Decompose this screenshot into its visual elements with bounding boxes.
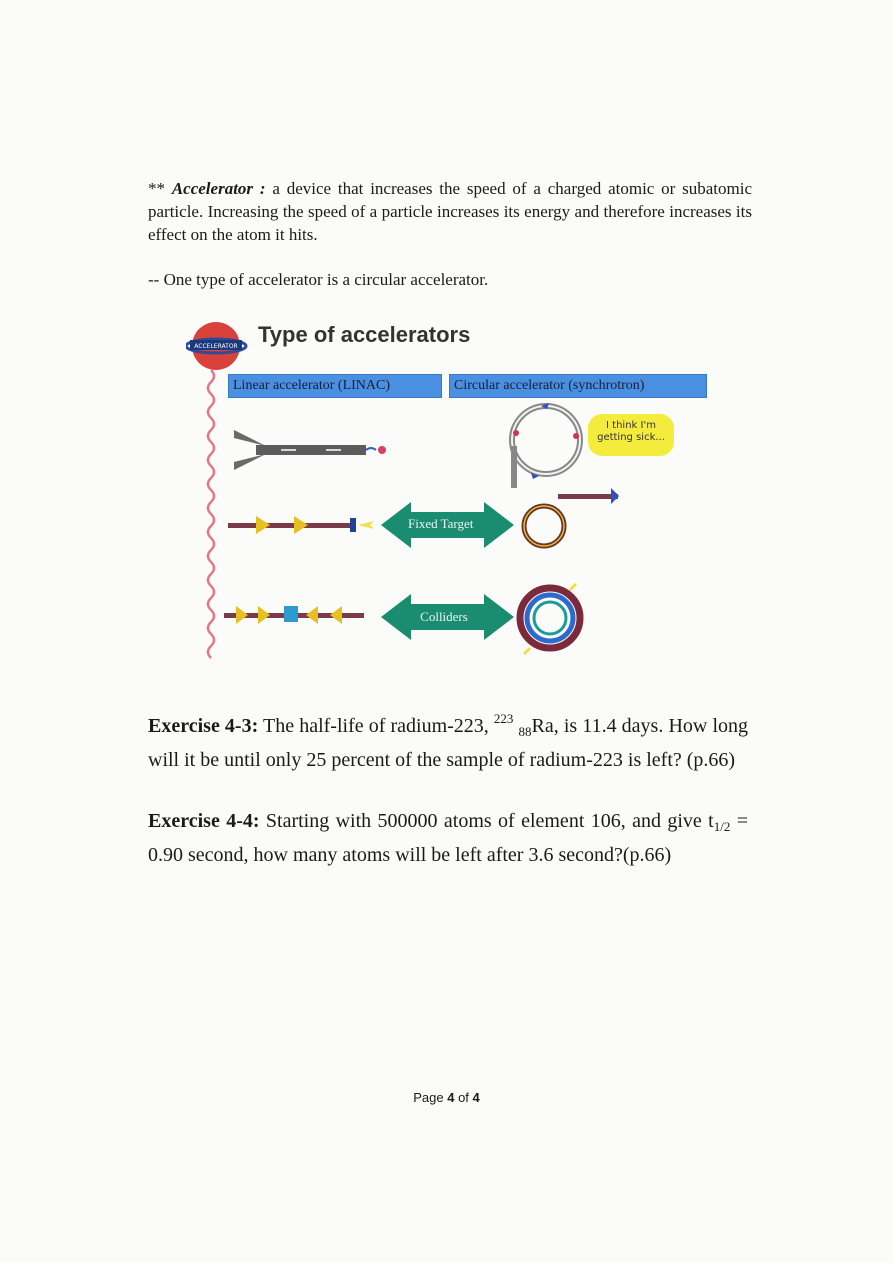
half-life-subscript: 1/2 <box>713 819 731 834</box>
fixed-target-ring-icon <box>524 488 619 546</box>
synchrotron-label: Circular accelerator (synchrotron) <box>449 374 707 398</box>
accelerator-definition <box>148 177 752 246</box>
radium-symbol: Ra <box>531 715 554 737</box>
exercise-4-3 <box>148 704 748 775</box>
colliders-linac-icon <box>224 606 364 624</box>
exercise-4-4-text-before: Starting with 500000 atoms of element 106, and give t <box>259 810 714 832</box>
radium-atomic-number: 88 <box>518 724 532 739</box>
synchrotron-ring-icon <box>512 403 580 488</box>
footer-current-page: 4 <box>447 1090 455 1105</box>
page-footer <box>0 1090 893 1105</box>
definition-term: Accelerator : <box>171 179 266 198</box>
colliders-label: Colliders <box>420 609 468 624</box>
footer-of-word: of <box>454 1090 473 1105</box>
fixed-target-label: Fixed Target <box>408 516 474 531</box>
fixed-target-linac-icon <box>228 516 374 534</box>
linac-y-shaped-icon <box>234 430 386 470</box>
radium-mass-number: 223 <box>493 711 514 726</box>
definition-text: a device that increases the speed of a charged atomic or subatomic particle. Increasing the speed of a particle increases its energy and therefore increases its effect on the atom it hits. <box>148 179 753 244</box>
circular-accelerator-note: -- One type of accelerator is a circular accelerator. <box>148 270 489 289</box>
definition-prefix: ** <box>148 179 172 198</box>
colliders-ring-icon <box>520 584 580 654</box>
exercise-4-3-text-before: The half-life of radium-223, <box>258 715 494 737</box>
exercise-4-4 <box>148 807 748 870</box>
accelerator-logo-icon <box>186 322 246 370</box>
exercise-4-3-text-after: , is 11.4 days. How long will it be until only 25 percent of the sample of radium-223 is left? (p.66) <box>148 715 748 771</box>
accelerator-types-figure <box>186 318 716 663</box>
exercise-4-4-label: Exercise 4-4: <box>148 810 260 832</box>
footer-total-pages: 4 <box>472 1090 480 1105</box>
footer-page-word: Page <box>413 1090 448 1105</box>
logo-text: ACCELERATOR <box>194 343 238 350</box>
wavy-border-line <box>208 370 214 658</box>
exercise-4-3-label: Exercise 4-3: <box>148 715 259 737</box>
exercise-4-4-text-after: = 0.90 second, how many atoms will be left after 3.6 second?(p.66) <box>148 810 748 866</box>
figure-title: Type of accelerators <box>258 322 471 347</box>
linac-label: Linear accelerator (LINAC) <box>228 374 442 398</box>
speech-bubble: I think I'm getting sick... <box>588 414 674 456</box>
